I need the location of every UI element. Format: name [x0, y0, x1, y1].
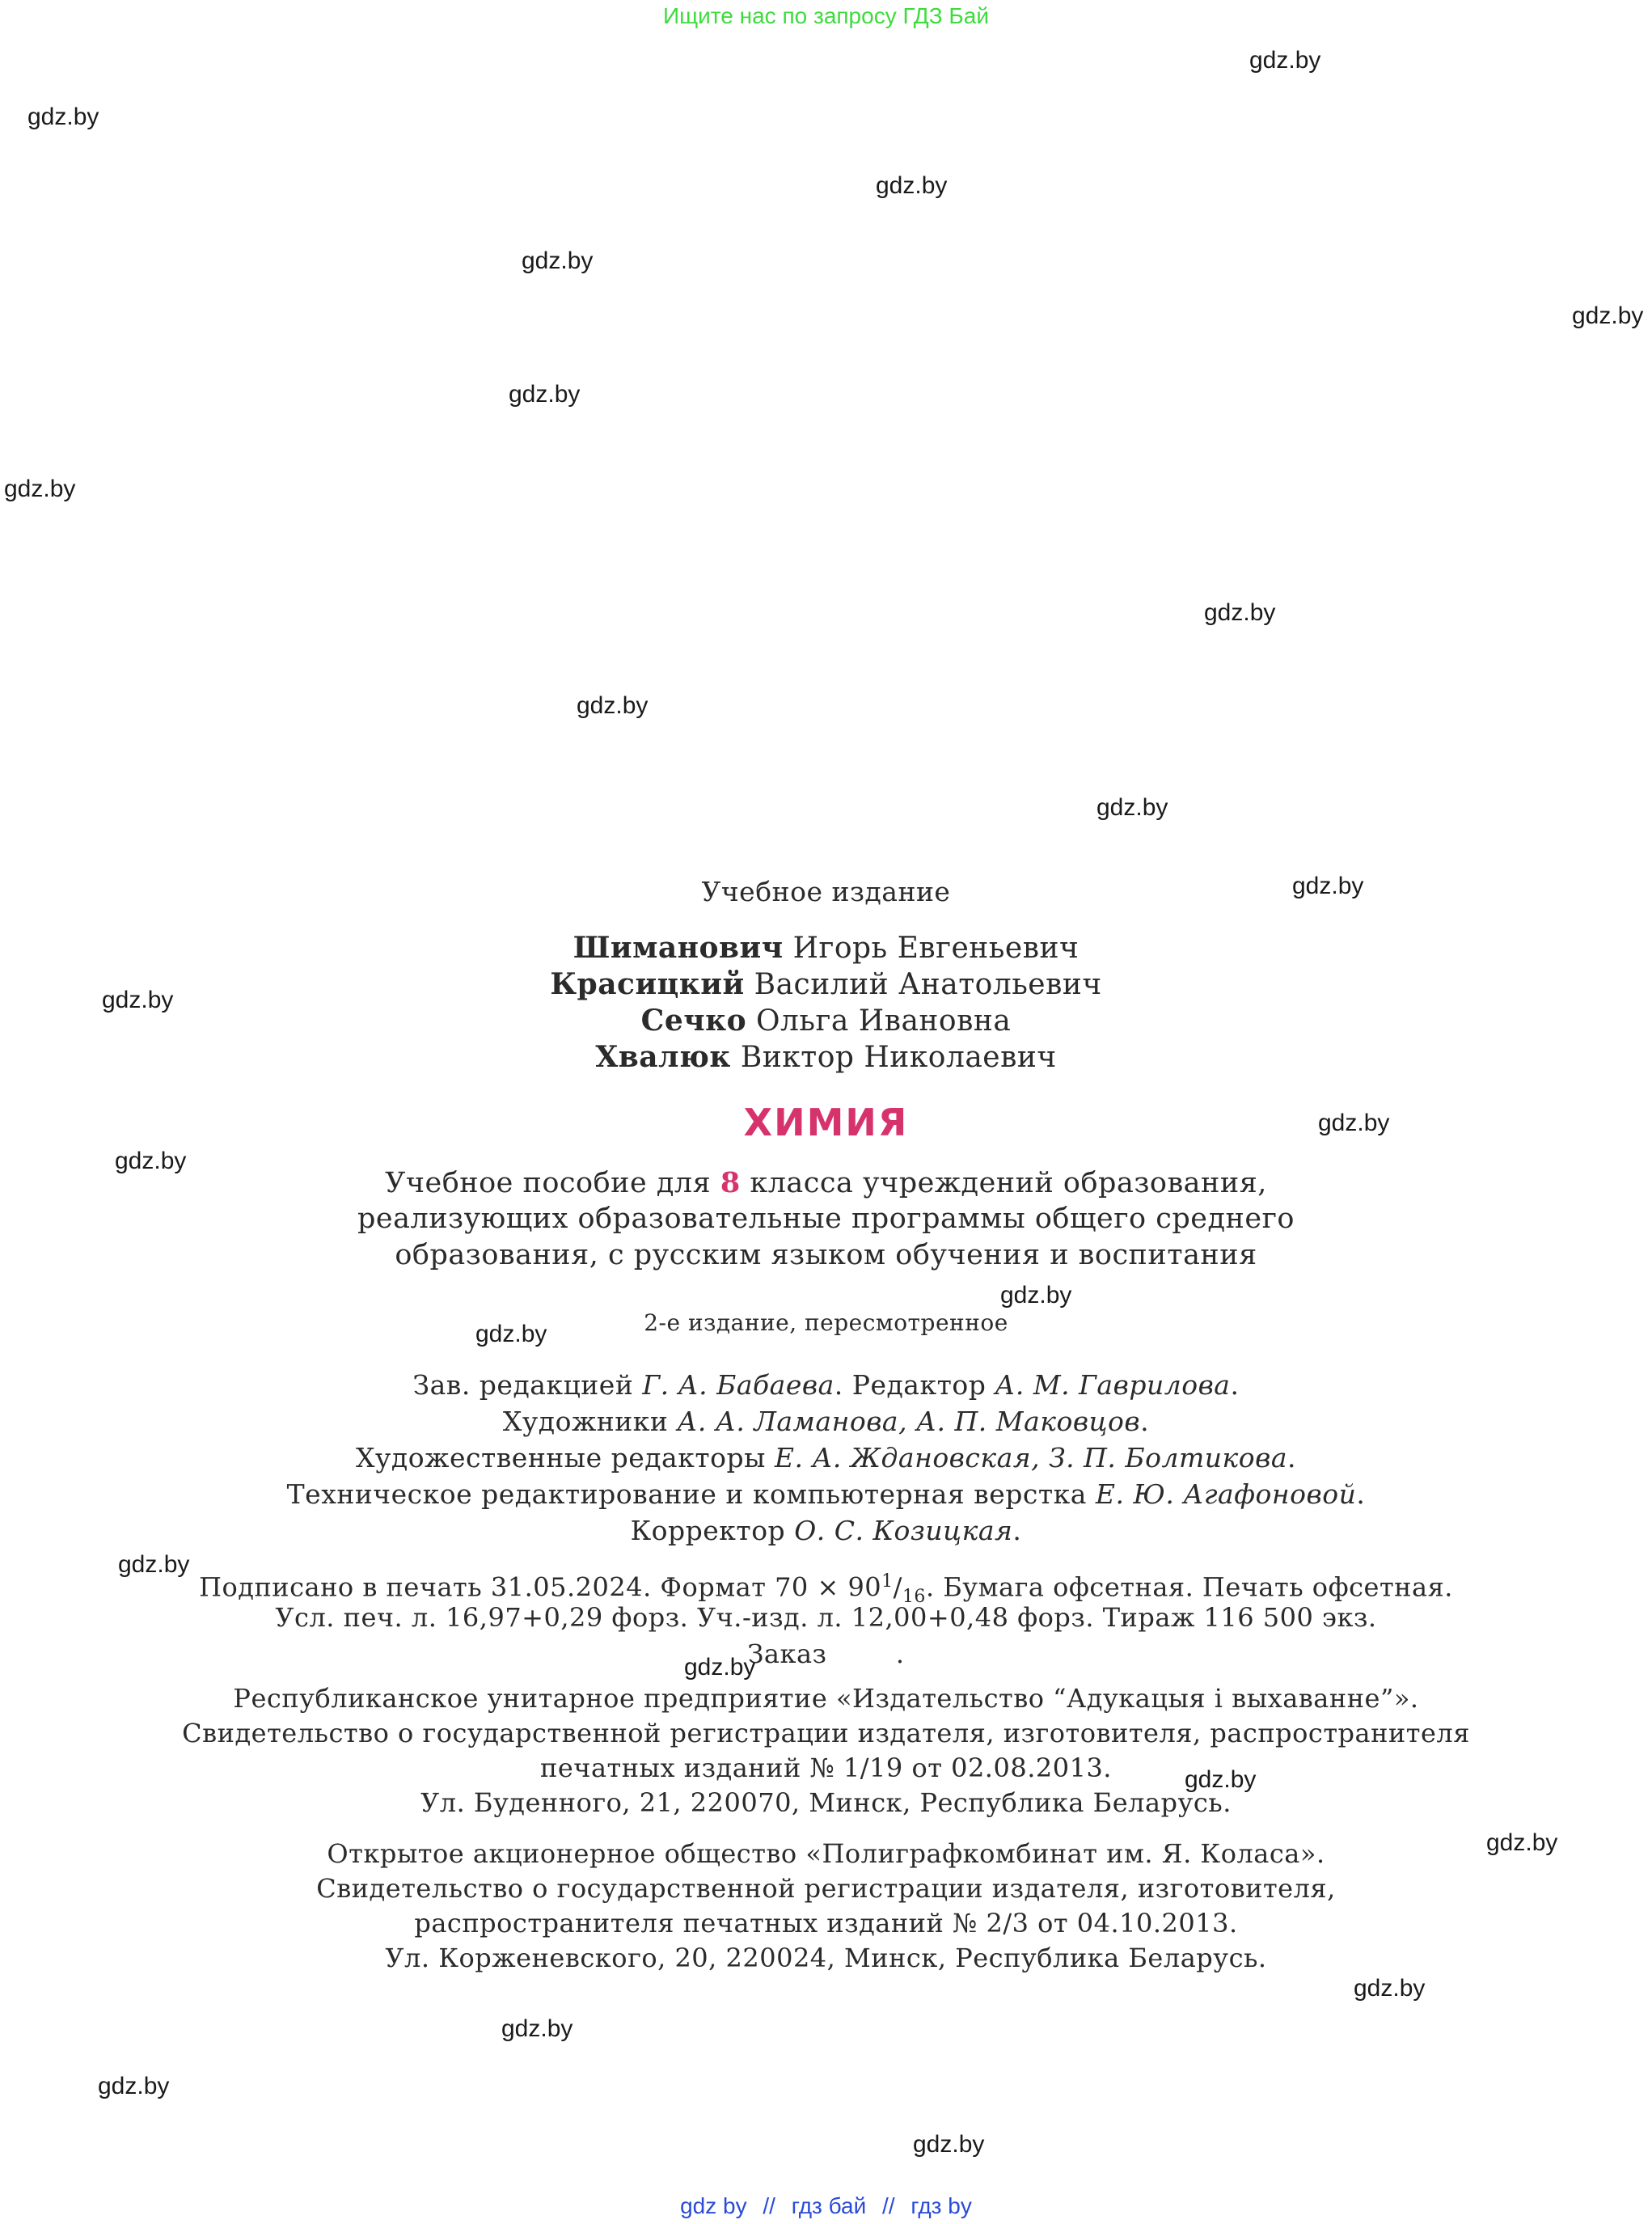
print-info-text: . Бумага офсетная. Печать офсетная.	[925, 1571, 1453, 1603]
credit-punct: .	[1287, 1442, 1297, 1474]
credit-line	[0, 1476, 1652, 1512]
credit-person: О. С. Козицкая	[794, 1515, 1013, 1546]
author-surname: Сечко	[640, 1004, 747, 1038]
credit-person: А. А. Ламанова, А. П. Маковцов	[677, 1406, 1141, 1437]
print-info-line: Подписано в печать 31.05.2024. Формат $70 \times 90^1/_{16}$. Бумага офсетная. Печать офсетная.	[199, 1571, 1453, 1608]
author-line	[0, 966, 1652, 1003]
order-line: Заказ .	[747, 1638, 905, 1669]
watermark: gdz.by	[501, 2015, 573, 2042]
author-name: Виктор Николаевич	[740, 1041, 1057, 1074]
print-info-text: Подписано в печать 31.05.2024. Формат 70 × 90	[199, 1571, 882, 1603]
credit-role: Художники	[502, 1406, 678, 1437]
author-name: Василий Анатольевич	[754, 968, 1102, 1001]
author-surname: Красицкий	[550, 967, 745, 1001]
author-name: Игорь Евгеньевич	[792, 932, 1080, 965]
book-title: ХИМИЯ	[743, 1101, 909, 1144]
credit-punct: .	[1230, 1369, 1240, 1401]
credit-person: Г. А. Бабаева	[642, 1369, 834, 1401]
watermark: gdz.by	[1249, 47, 1321, 74]
author-surname: Шиманович	[572, 931, 784, 965]
credit-punct: .	[1140, 1406, 1150, 1437]
format-numerator: 1	[881, 1571, 894, 1592]
publisher-line: Республиканское унитарное предприятие «Издательство “Адукацыя і выхаванне”».	[233, 1683, 1419, 1714]
credit-role: Техническое редактирование и компьютерная верстка	[286, 1478, 1096, 1510]
credit-role: Художественные редакторы	[355, 1442, 775, 1474]
publisher-line: печатных изданий № 1/19 от 02.08.2013.	[540, 1753, 1112, 1783]
watermark: gdz.by	[27, 104, 99, 130]
watermark: gdz.by	[1354, 1975, 1426, 2002]
author-line	[0, 930, 1652, 966]
watermark: gdz.by	[475, 1321, 547, 1347]
watermark: gdz.by	[1572, 302, 1644, 329]
watermark: gdz.by	[1292, 873, 1364, 899]
footer-link-gdz-by[interactable]: gdz by	[680, 2193, 747, 2218]
credit-role: . Редактор	[834, 1369, 995, 1401]
subtitle-line	[0, 1165, 1652, 1202]
printer-line: Свидетельство о государственной регистрации издателя, изготовителя,	[316, 1873, 1336, 1904]
printer-line: Открытое акционерное общество «Полиграфкомбинат им. Я. Коласа».	[327, 1838, 1325, 1869]
subtitle-text: Учебное пособие для	[385, 1167, 720, 1199]
edition-type: Учебное издание	[701, 876, 951, 907]
credit-punct: .	[1012, 1515, 1022, 1546]
footer-separator: //	[882, 2193, 895, 2218]
author-surname: Хвалюк	[595, 1040, 731, 1074]
watermark: gdz.by	[102, 987, 174, 1013]
author-name: Ольга Ивановна	[756, 1004, 1012, 1038]
credit-role: Зав. редакцией	[412, 1369, 643, 1401]
printer-line: распространителя печатных изданий № 2/3 от 04.10.2013.	[414, 1908, 1238, 1939]
print-info-line: Усл. печ. л. 16,97+0,29 форз. Уч.-изд. л. 12,00+0,48 форз. Тираж 116 500 экз.	[275, 1602, 1377, 1633]
watermark: gdz.by	[115, 1148, 187, 1174]
credit-line	[0, 1403, 1652, 1440]
credit-role: Корректор	[630, 1515, 795, 1546]
credit-person: Е. Ю. Агафоновой	[1095, 1478, 1357, 1510]
author-line	[0, 1039, 1652, 1076]
credit-line	[0, 1512, 1652, 1549]
footer-separator: //	[763, 2193, 775, 2218]
subtitle-text: класса учреждений образования,	[740, 1167, 1267, 1199]
watermark: gdz.by	[1000, 1282, 1072, 1309]
watermark: gdz.by	[1318, 1110, 1390, 1136]
watermark: gdz.by	[876, 172, 948, 199]
watermark: gdz.by	[684, 1654, 756, 1681]
footer-link-gdz-by-cyr[interactable]: гдз by	[911, 2193, 972, 2218]
watermark: gdz.by	[522, 247, 594, 274]
watermark: gdz.by	[577, 692, 649, 719]
watermark: gdz.by	[913, 2131, 985, 2158]
credit-person: А. М. Гаврилова	[995, 1369, 1231, 1401]
subtitle-line: реализующих образовательные программы общего среднего	[357, 1203, 1295, 1235]
subtitle-line: образования, с русским языком обучения и воспитания	[395, 1239, 1257, 1271]
grade-number: 8	[720, 1166, 741, 1199]
footer-link-gdz-bai[interactable]: гдз бай	[791, 2193, 867, 2218]
watermark: gdz.by	[1185, 1766, 1257, 1793]
printer-line: Ул. Корженевского, 20, 220024, Минск, Республика Беларусь.	[385, 1943, 1267, 1973]
search-banner: Ищите нас по запросу ГДЗ Бай	[662, 3, 990, 28]
watermark: gdz.by	[509, 381, 581, 408]
publisher-line: Свидетельство о государственной регистрации издателя, изготовителя, распространителя	[182, 1718, 1470, 1748]
credit-line	[0, 1440, 1652, 1476]
author-line	[0, 1003, 1652, 1039]
credit-line	[0, 1367, 1652, 1403]
credit-person: Е. А. Ждановская, З. П. Болтикова	[774, 1442, 1288, 1474]
watermark: gdz.by	[1204, 599, 1276, 626]
credit-punct: .	[1356, 1478, 1366, 1510]
watermark: gdz.by	[4, 476, 76, 502]
edition-note: 2-е издание, пересмотренное	[644, 1309, 1008, 1336]
format-denominator: 16	[902, 1587, 926, 1608]
watermark: gdz.by	[1096, 794, 1168, 821]
footer-links	[0, 2193, 1652, 2219]
watermark: gdz.by	[98, 2073, 170, 2099]
publisher-line: Ул. Буденного, 21, 220070, Минск, Республика Беларусь.	[420, 1787, 1232, 1818]
watermark: gdz.by	[118, 1551, 190, 1578]
watermark: gdz.by	[1486, 1829, 1558, 1856]
